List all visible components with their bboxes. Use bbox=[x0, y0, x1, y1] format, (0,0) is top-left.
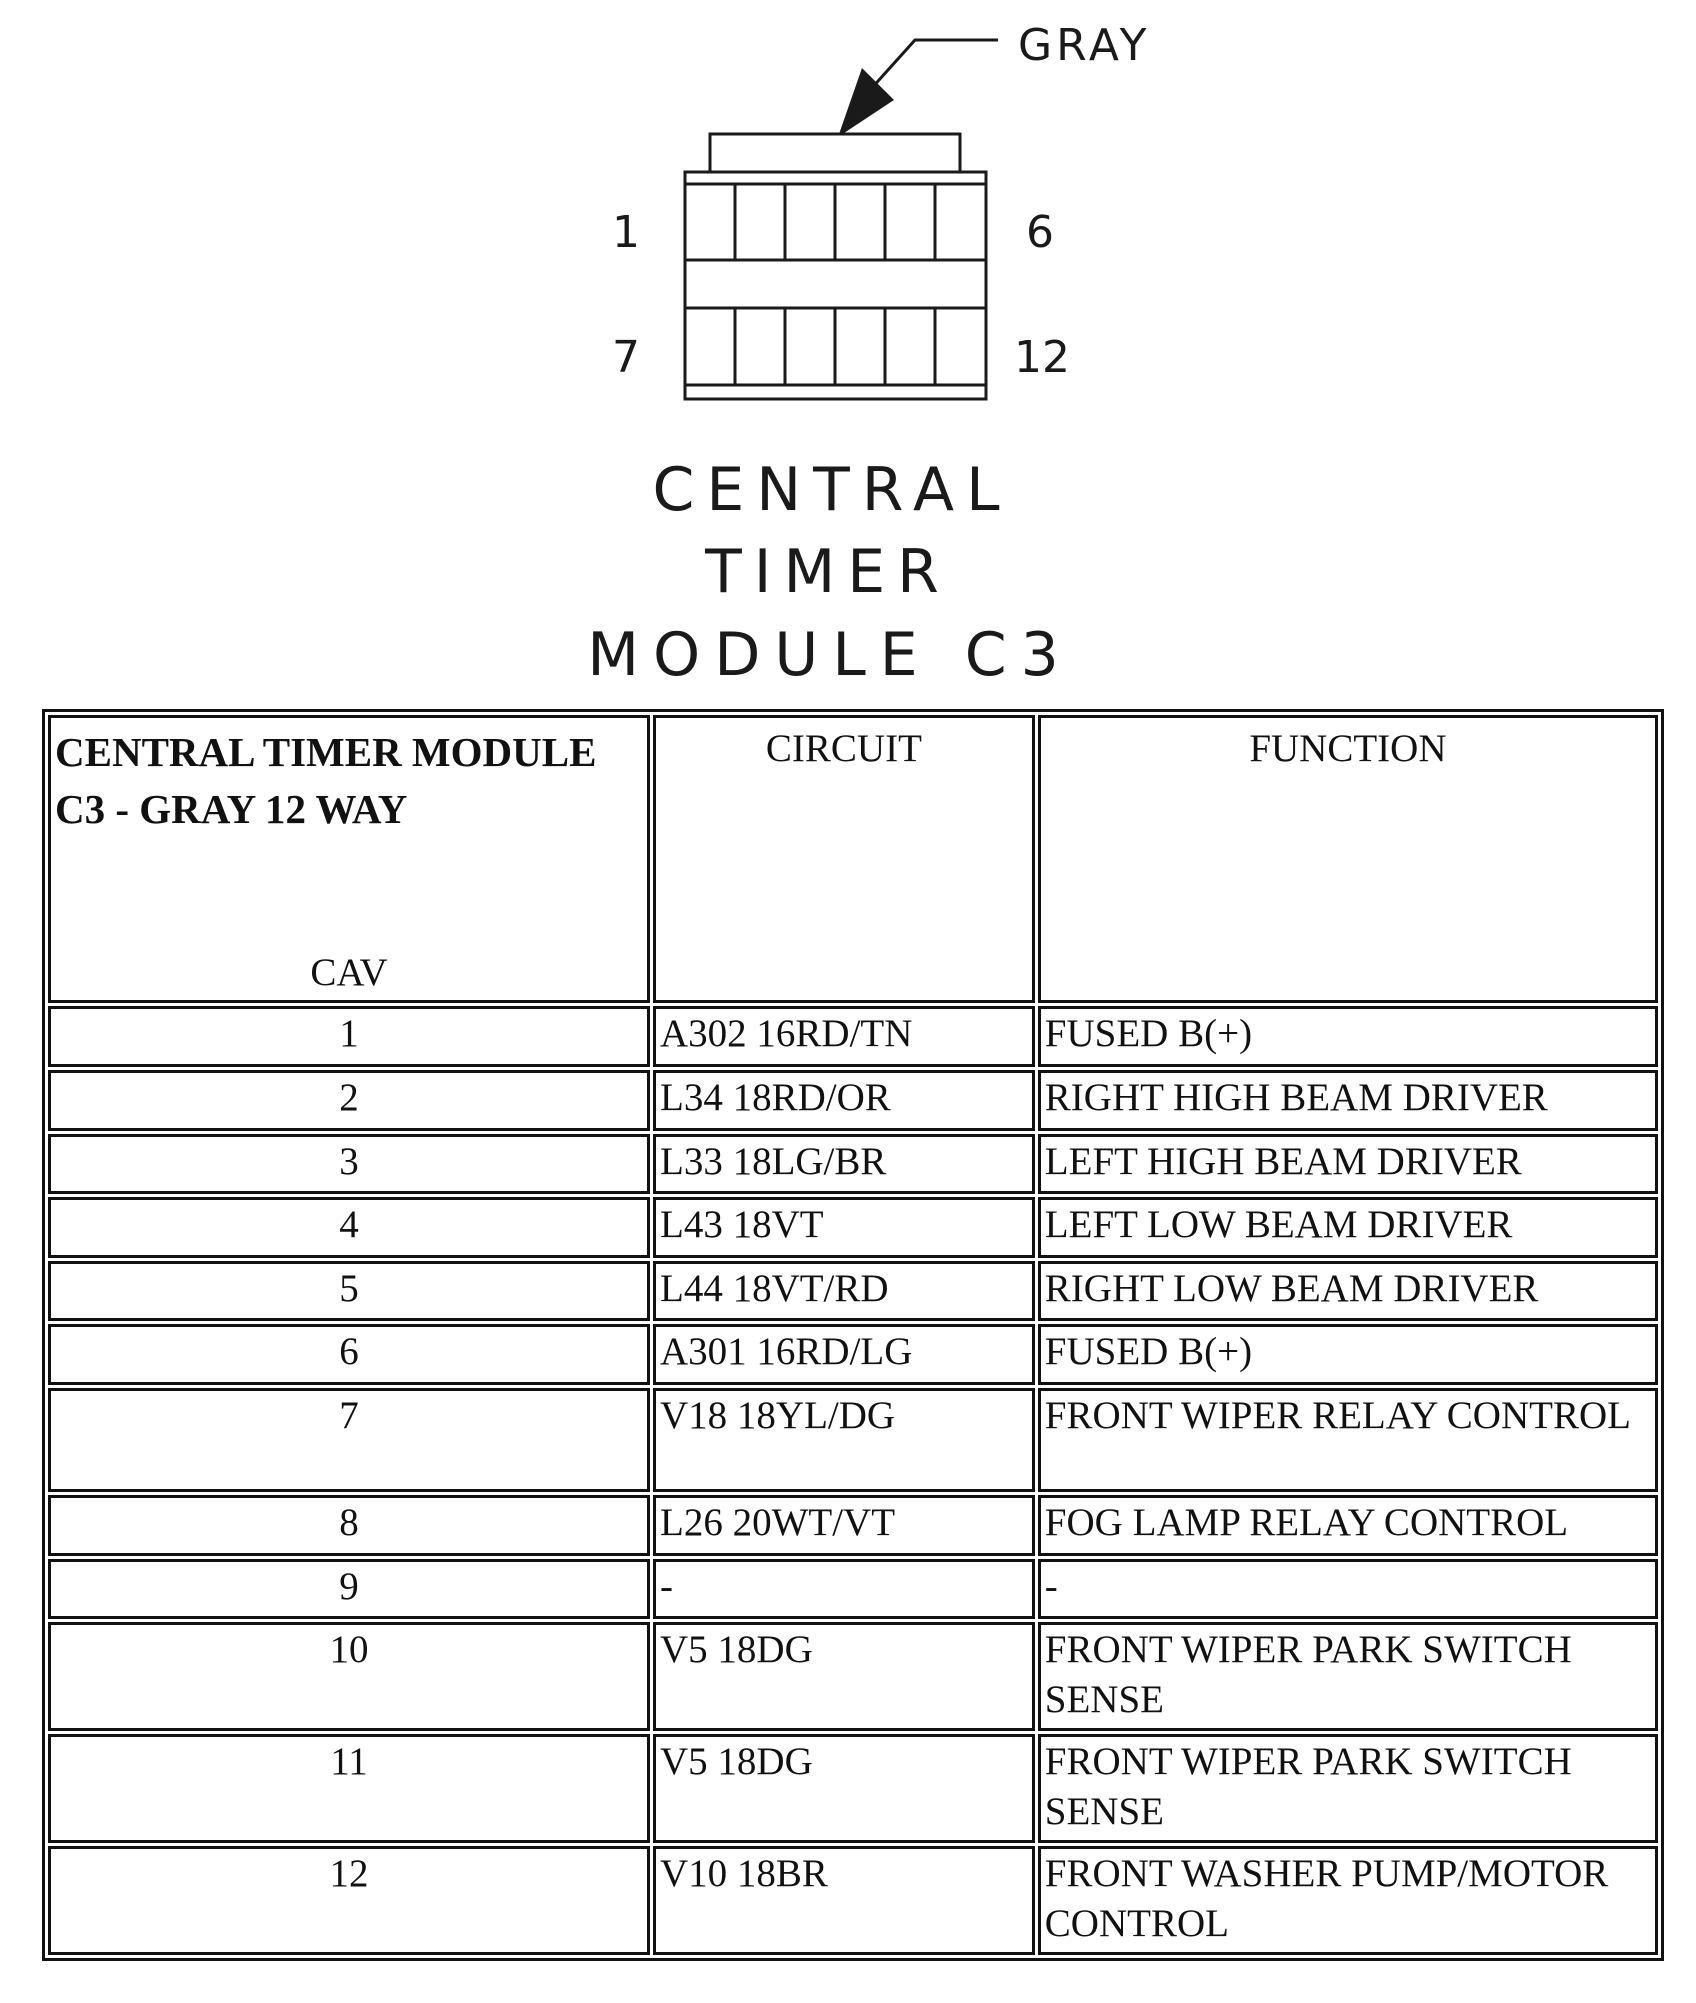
caption-line-3: MODULE C3 bbox=[587, 620, 1073, 690]
function-cell: RIGHT HIGH BEAM DRIVER bbox=[1038, 1070, 1658, 1131]
table-row bbox=[48, 1495, 1658, 1556]
circuit-cell: A302 16RD/TN bbox=[653, 1006, 1035, 1067]
function-cell: FRONT WIPER PARK SWITCH SENSE bbox=[1038, 1622, 1658, 1731]
caption-line-2: TIMER bbox=[705, 537, 951, 607]
cav-cell: 4 bbox=[48, 1197, 650, 1258]
circuit-cell: V10 18BR bbox=[653, 1846, 1035, 1955]
function-cell: - bbox=[1038, 1559, 1658, 1620]
circuit-cell: V18 18YL/DG bbox=[653, 1388, 1035, 1493]
cav-cell: 6 bbox=[48, 1324, 650, 1385]
connector-title: CENTRAL TIMER MODULE C3 - GRAY 12 WAY bbox=[55, 729, 597, 832]
color-label: GRAY bbox=[1018, 20, 1151, 71]
cav-cell: 11 bbox=[48, 1734, 650, 1843]
cav-cell: 2 bbox=[48, 1070, 650, 1131]
circuit-cell: - bbox=[653, 1559, 1035, 1620]
table-row bbox=[48, 1197, 1658, 1258]
cav-column-header: CAV bbox=[310, 951, 388, 995]
connector-divider-band bbox=[685, 260, 986, 308]
table-row bbox=[48, 1846, 1658, 1955]
function-cell: LEFT LOW BEAM DRIVER bbox=[1038, 1197, 1658, 1258]
pin-label-12: 12 bbox=[1014, 332, 1070, 383]
cav-cell: 12 bbox=[48, 1846, 650, 1955]
pin-label-1: 1 bbox=[612, 207, 640, 258]
table-row bbox=[48, 1388, 1658, 1493]
connector-face bbox=[685, 134, 986, 399]
circuit-cell: V5 18DG bbox=[653, 1734, 1035, 1843]
table-header-row bbox=[48, 715, 1658, 1003]
circuit-column-header: CIRCUIT bbox=[765, 727, 922, 770]
table-row bbox=[48, 1261, 1658, 1322]
circuit-cell: L44 18VT/RD bbox=[653, 1261, 1035, 1322]
table-row bbox=[48, 1734, 1658, 1843]
cav-cell: 5 bbox=[48, 1261, 650, 1322]
callout-leader-line bbox=[870, 40, 998, 90]
callout-arrowhead bbox=[838, 68, 894, 137]
cav-cell: 9 bbox=[48, 1559, 650, 1620]
connector-caption bbox=[587, 455, 1073, 690]
cav-cell: 1 bbox=[48, 1006, 650, 1067]
cav-cell: 3 bbox=[48, 1134, 650, 1195]
function-cell: FOG LAMP RELAY CONTROL bbox=[1038, 1495, 1658, 1556]
function-cell: LEFT HIGH BEAM DRIVER bbox=[1038, 1134, 1658, 1195]
cav-cell: 7 bbox=[48, 1388, 650, 1493]
pin-label-6: 6 bbox=[1026, 207, 1054, 258]
function-cell: FUSED B(+) bbox=[1038, 1324, 1658, 1385]
caption-line-1: CENTRAL bbox=[652, 455, 1012, 525]
header-circuit-cell bbox=[653, 715, 1035, 1003]
table-row bbox=[48, 1622, 1658, 1731]
function-cell: FRONT WASHER PUMP/MOTOR CONTROL bbox=[1038, 1846, 1658, 1955]
table-row bbox=[48, 1070, 1658, 1131]
function-cell: FRONT WIPER PARK SWITCH SENSE bbox=[1038, 1734, 1658, 1843]
circuit-cell: A301 16RD/LG bbox=[653, 1324, 1035, 1385]
header-function-cell bbox=[1038, 715, 1658, 1003]
function-cell: FUSED B(+) bbox=[1038, 1006, 1658, 1067]
table-row bbox=[48, 1324, 1658, 1385]
connector-latch bbox=[710, 134, 960, 174]
table-row bbox=[48, 1559, 1658, 1620]
function-column-header: FUNCTION bbox=[1249, 727, 1447, 770]
circuit-cell: L33 18LG/BR bbox=[653, 1134, 1035, 1195]
gray-callout bbox=[838, 20, 1150, 137]
cav-cell: 8 bbox=[48, 1495, 650, 1556]
circuit-cell: V5 18DG bbox=[653, 1622, 1035, 1731]
cav-cell: 10 bbox=[48, 1622, 650, 1731]
pinout-table bbox=[42, 709, 1664, 1961]
function-cell: FRONT WIPER RELAY CONTROL bbox=[1038, 1388, 1658, 1493]
connector-diagram bbox=[0, 0, 1696, 700]
header-cav-cell bbox=[48, 715, 650, 1003]
table-row bbox=[48, 1134, 1658, 1195]
circuit-cell: L34 18RD/OR bbox=[653, 1070, 1035, 1131]
circuit-cell: L43 18VT bbox=[653, 1197, 1035, 1258]
table-row bbox=[48, 1006, 1658, 1067]
circuit-cell: L26 20WT/VT bbox=[653, 1495, 1035, 1556]
pin-label-7: 7 bbox=[612, 332, 640, 383]
function-cell: RIGHT LOW BEAM DRIVER bbox=[1038, 1261, 1658, 1322]
